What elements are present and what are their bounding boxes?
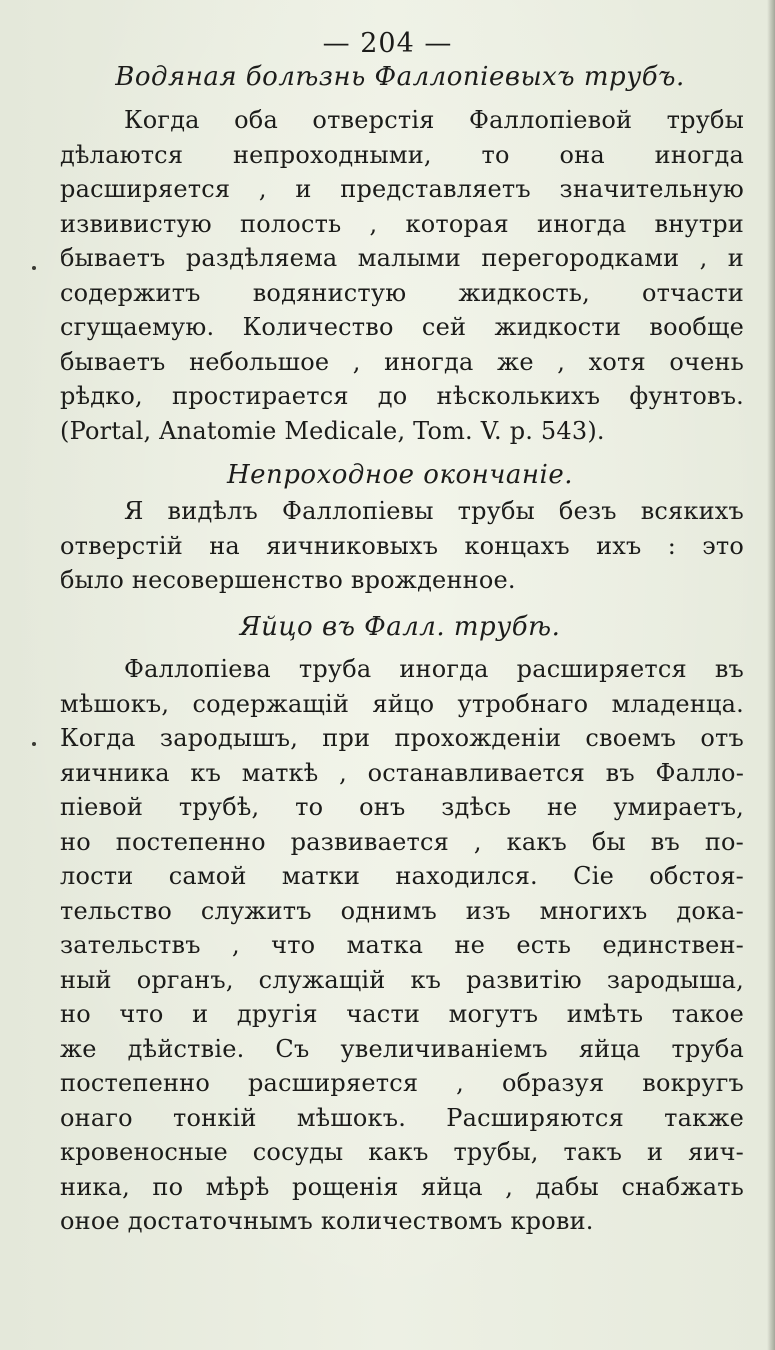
text-line: постепенно расширяется , образуя вокругъ (60, 1069, 744, 1097)
text-line: отверстій на яичниковыхъ концахъ ихъ : это (60, 531, 744, 560)
paragraph-dropsy (60, 103, 744, 448)
text-line: кровеносные сосуды какъ трубы, такъ и яич- (60, 1138, 744, 1166)
text-line: рѣдко, простирается до нѣсколькихъ фунтовъ. (60, 382, 744, 410)
text-line: дѣлаются непроходными, то она иногда (60, 140, 744, 169)
page-number: — 204 — (322, 28, 453, 59)
text-line: тельство служитъ однимъ изъ многихъ дока- (60, 896, 744, 925)
text-line: Когда зародышъ, при прохожденіи своемъ отъ (60, 724, 744, 752)
text-line: Фаллопіева труба иногда расширяется въ (124, 655, 744, 683)
text-line: содержитъ водянистую жидкость, отчасти (60, 278, 744, 307)
text-line: онаго тонкій мѣшокъ. Расширяются также (60, 1103, 744, 1132)
text-line: мѣшокъ, содержащій яйцо утробнаго младенца. (60, 689, 744, 718)
section-heading-egg-in-tube: Яйцо въ Фалл. трубѣ. (239, 612, 561, 642)
section-heading-closed-end: Непроходное окончаніе. (226, 460, 574, 490)
text-line: сгущаемую. Количество сей жидкости вообще (60, 313, 744, 341)
text-line: Я видѣлъ Фаллопіевы трубы безъ всякихъ (124, 497, 744, 525)
text-line: ника, по мѣрѣ рощенія яйца , дабы снабжать (60, 1172, 744, 1201)
text-line: бываетъ небольшое , иногда же , хотя очень (60, 347, 744, 376)
text-line: зательствъ , что матка не есть единствен- (60, 931, 744, 959)
text-line: оное достаточнымъ количествомъ крови. (60, 1207, 594, 1235)
text-line: піевой трубѣ, то онъ здѣсь не умираетъ, (60, 793, 744, 821)
text-line: извивистую полость , которая иногда внутри (60, 209, 744, 238)
ink-speck (32, 266, 36, 270)
text-line: было несовершенство врожденное. (60, 566, 516, 594)
ink-speck (32, 742, 36, 746)
text-line: но постепенно развивается , какъ бы въ по- (60, 827, 744, 856)
text-line: же дѣйствіе. Съ увеличиваніемъ яйца труба (60, 1034, 744, 1063)
section-heading-dropsy: Водяная болѣзнь Фаллопіевыхъ трубъ. (115, 62, 685, 92)
text-line: расширяется , и представляетъ значительную (60, 175, 744, 203)
text-line: бываетъ раздѣляема малыми перегородками , и (60, 244, 744, 272)
paragraph-closed-end (60, 494, 744, 598)
page-edge-shadow (767, 0, 775, 1350)
paragraph-egg-in-tube (60, 652, 744, 1239)
text-line: яичника къ маткѣ , останавливается въ Фалло- (60, 758, 744, 787)
text-line: ный органъ, служащій къ развитію зародыша, (60, 965, 744, 994)
text-line: (Portal, Anatomie Medicale, Tom. V. p. 543). (60, 416, 605, 445)
text-line: но что и другія части могутъ имѣть такое (60, 1000, 744, 1028)
text-line: Когда оба отверстія Фаллопіевой трубы (124, 106, 744, 134)
text-line: лости самой матки находился. Сіе обстоя- (60, 862, 744, 890)
